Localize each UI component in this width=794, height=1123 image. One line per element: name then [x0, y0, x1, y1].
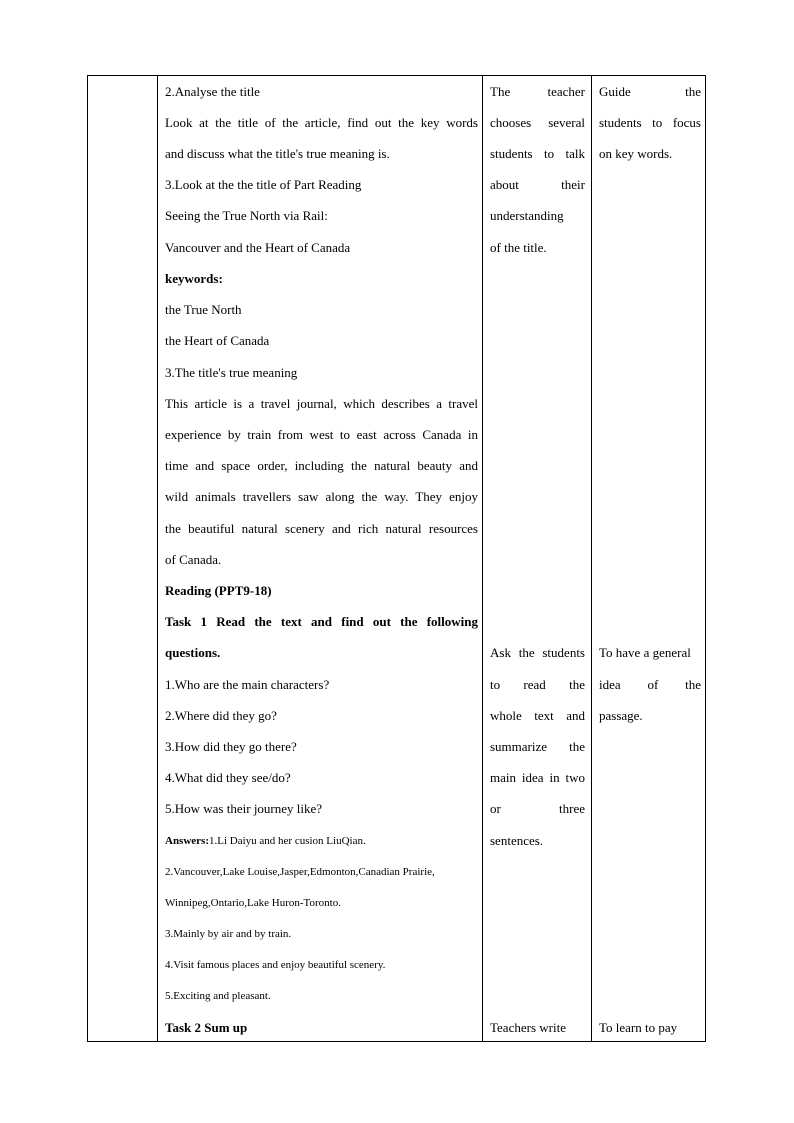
answer-line: 4.Visit famous places and enjoy beautiful scenery. [165, 959, 386, 971]
answer-line: 5.Exciting and pleasant. [165, 990, 271, 1002]
purpose-line: To have a general [599, 645, 691, 660]
teacher-line: understanding [490, 208, 564, 223]
paragraph-line: experience by train from west to east across Canada in [165, 427, 478, 442]
teacher-line: Teachers write [490, 1020, 566, 1035]
teacher-line: of the title. [490, 240, 547, 255]
step-line: 3.Look at the the title of Part Reading [165, 177, 362, 192]
column-divider [482, 76, 483, 1041]
question-item: 5.How was their journey like? [165, 801, 323, 816]
question-item: 1.Who are the main characters? [165, 677, 330, 692]
step-line: Seeing the True North via Rail: [165, 208, 328, 223]
teacher-line: Ask the students [490, 645, 585, 660]
paragraph-line: time and space order, including the natural beauty and [165, 458, 478, 473]
keywords-label: keywords: [165, 271, 223, 286]
teacher-line: chooses several [490, 115, 585, 130]
teacher-line: to read the [490, 677, 585, 692]
answer-line [165, 831, 478, 851]
teacher-line: about their [490, 177, 585, 192]
paragraph-line: This article is a travel journal, which describes a travel [165, 396, 478, 411]
reading-heading: Reading (PPT9-18) [165, 583, 272, 598]
purpose-line: To learn to pay [599, 1020, 678, 1035]
task2-heading: Task 2 Sum up [165, 1020, 248, 1035]
task1-heading: questions. [165, 645, 221, 660]
teacher-line: whole text and [490, 708, 585, 723]
teacher-line: summarize the [490, 739, 585, 754]
question-item: 4.What did they see/do? [165, 770, 291, 785]
column-divider [591, 76, 592, 1041]
teacher-line: sentences. [490, 833, 544, 848]
purpose-line: students to focus [599, 115, 701, 130]
purpose-line: idea of the [599, 677, 701, 692]
teacher-line: students to talk [490, 146, 585, 161]
purpose-line: Guide the [599, 84, 701, 99]
question-item: 3.How did they go there? [165, 739, 297, 754]
teacher-line: The teacher [490, 84, 585, 99]
purpose-line: on key words. [599, 146, 673, 161]
paragraph-line: wild animals travellers saw along the way. They enjoy [165, 489, 478, 504]
paragraph-line: the beautiful natural scenery and rich natural resources [165, 521, 478, 536]
purpose-line: passage. [599, 708, 643, 723]
answer-line: Winnipeg,Ontario,Lake Huron-Toronto. [165, 897, 341, 909]
keyword-item: the True North [165, 302, 242, 317]
answer-line: 2.Vancouver,Lake Louise,Jasper,Edmonton,Canadian Prairie, [165, 866, 435, 878]
lesson-plan-table [87, 75, 706, 1042]
column-divider [157, 76, 158, 1041]
meaning-heading: 3.The title's true meaning [165, 365, 298, 380]
answer-line: 3.Mainly by air and by train. [165, 928, 292, 940]
step-line: and discuss what the title's true meaning is. [165, 146, 390, 161]
paragraph-line: of Canada. [165, 552, 222, 567]
keyword-item: the Heart of Canada [165, 333, 270, 348]
teacher-line: main idea in two [490, 770, 585, 785]
question-item: 2.Where did they go? [165, 708, 277, 723]
step-line: Vancouver and the Heart of Canada [165, 240, 351, 255]
step-line: 2.Analyse the title [165, 84, 260, 99]
answer-text: 1.Li Daiyu and her cusion LiuQian. [209, 835, 366, 847]
step-line: Look at the title of the article, find out the key words [165, 115, 478, 130]
task1-heading: Task 1 Read the text and find out the following [165, 614, 478, 629]
teacher-line: or three [490, 801, 585, 816]
answers-label: Answers: [165, 835, 209, 847]
